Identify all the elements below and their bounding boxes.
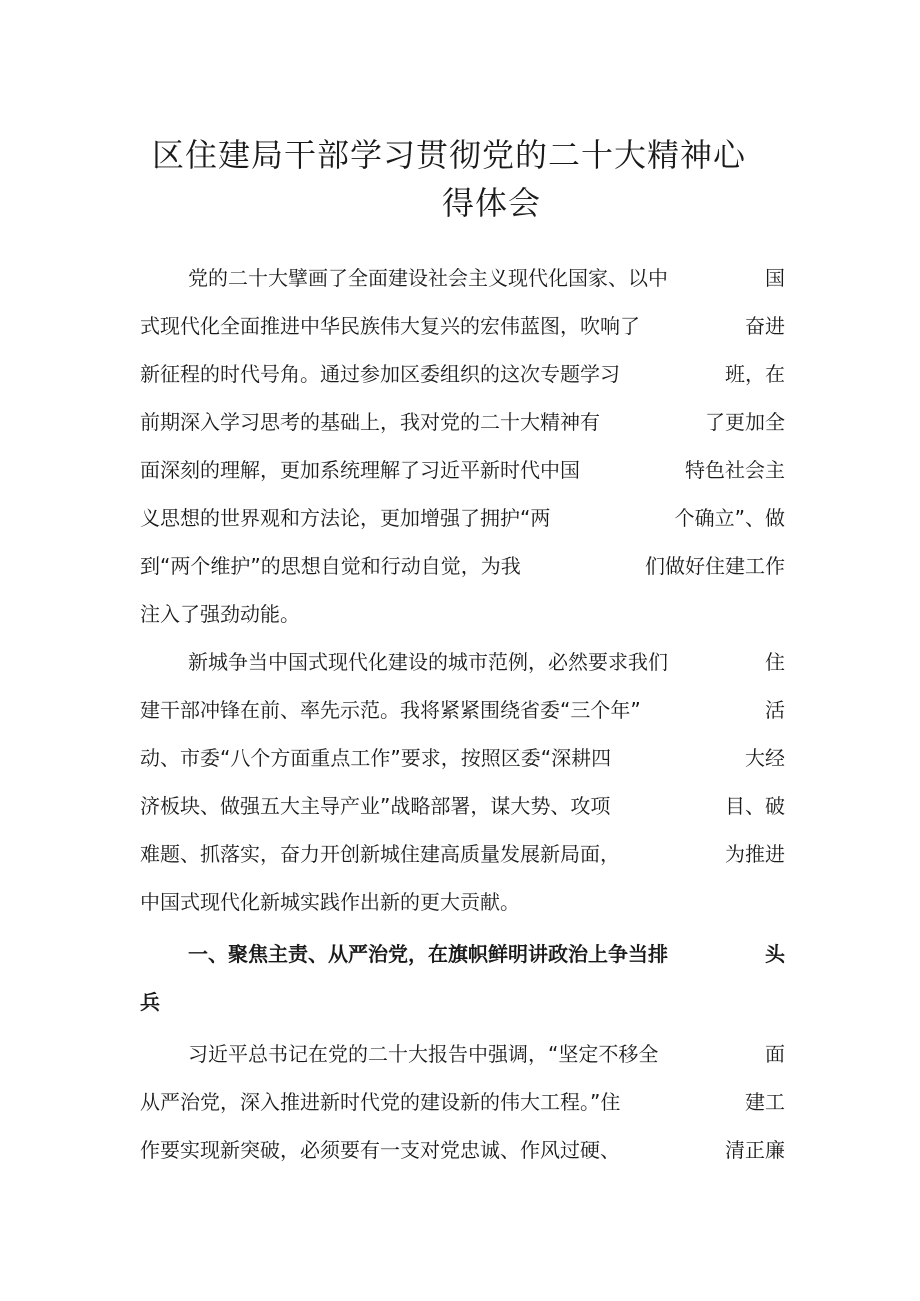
paragraph-1-line-1: 党的二十大擘画了全面建设社会主义现代化国家、以中 国: [188, 266, 785, 290]
paragraph-3-line-3: 作要实现新突破，必须要有一支对党忠诚、作风过硬、 清正廉: [140, 1138, 785, 1162]
paragraph-2-line-2: 建干部冲锋在前、率先示范。我将紧紧围绕省委“三个年” 活: [140, 698, 785, 722]
paragraph-2-line-6: 中国式现代化新城实践作出新的更大贡献。: [140, 890, 520, 914]
paragraph-1-line-3: 新征程的时代号角。通过参加区委组织的这次专题学习 班，在: [140, 362, 785, 386]
paragraph-1-line-6: 义思想的世界观和方法论，更加增强了拥护“两 个确立”、做: [140, 506, 785, 530]
section-heading-1-line-2: 兵: [140, 990, 160, 1014]
paragraph-1-line-8: 注入了强劲动能。: [140, 602, 300, 626]
paragraph-2-line-3: 动、市委“八个方面重点工作”要求，按照区委“深耕四 大经: [140, 746, 785, 770]
paragraph-1-line-7: 到“两个维护”的思想自觉和行动自觉，为我 们做好住建工作: [140, 554, 785, 578]
paragraph-1-line-2: 式现代化全面推进中华民族伟大复兴的宏伟蓝图，吹响了 奋进: [140, 314, 785, 338]
paragraph-1-line-5: 面深刻的理解，更加系统理解了习近平新时代中国 特色社会主: [140, 458, 785, 482]
paragraph-3-line-2: 从严治党，深入推进新时代党的建设新的伟大工程。”住 建工: [140, 1090, 785, 1114]
document-title-line-1: 区住建局干部学习贯彻党的二十大精神心: [152, 136, 747, 174]
paragraph-2-line-1: 新城争当中国式现代化建设的城市范例，必然要求我们 住: [188, 650, 785, 674]
section-heading-1-line-1: 一、聚焦主责、从严治党，在旗帜鲜明讲政治上争当排 头: [188, 942, 785, 966]
paragraph-2-line-5: 难题、抓落实，奋力开创新城住建高质量发展新局面， 为推进: [140, 842, 785, 866]
paragraph-2-line-4: 济板块、做强五大主导产业”战略部署，谋大势、攻项 目、破: [140, 794, 785, 818]
document-title-line-2: 得体会: [442, 184, 542, 222]
paragraph-3-line-1: 习近平总书记在党的二十大报告中强调，“坚定不移全 面: [188, 1042, 785, 1066]
paragraph-1-line-4: 前期深入学习思考的基础上，我对党的二十大精神有 了更加全: [140, 410, 785, 434]
